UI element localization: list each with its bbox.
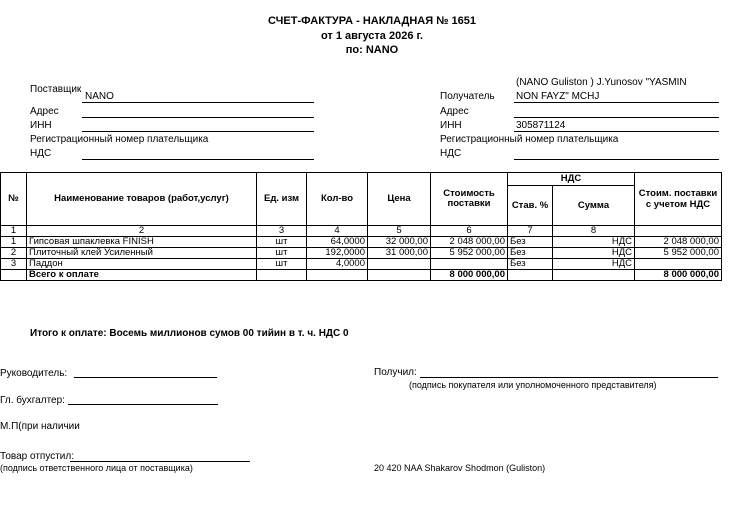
- invoice-date: от 1 августа 2026 г.: [320, 30, 424, 42]
- supplier-address-label: Адрес: [30, 106, 59, 117]
- row-qty: 192,0000: [307, 248, 368, 259]
- table-footer-row: [1, 270, 722, 281]
- row-price: [368, 259, 431, 270]
- row-name: Плиточный клей Усиленный: [27, 248, 257, 259]
- supplier-nds-line: [82, 159, 314, 160]
- col-header-price: Цена: [368, 173, 431, 226]
- recipient-line: [514, 102, 719, 103]
- recipient-value-line1: (NANO Guliston ) J.Yunosov "YASMIN: [516, 77, 687, 88]
- col-header-cost: Стоимость поставки: [431, 173, 508, 226]
- released-note: (подпись ответственного лица от поставщика): [0, 463, 193, 473]
- recipient-reg-label: Регистрационный номер плательщика: [440, 134, 619, 145]
- col-number: 6: [431, 226, 508, 237]
- row-unit: шт: [257, 248, 307, 259]
- row-sum: НДС: [553, 248, 635, 259]
- row-rate: Без: [508, 237, 553, 248]
- row-total: [635, 259, 722, 270]
- invoice-table: [0, 172, 722, 281]
- col-header-qty: Кол-во: [307, 173, 368, 226]
- row-price: 32 000,00: [368, 237, 431, 248]
- footer-note: 20 420 NAA Shakarov Shodmon (Guliston): [374, 463, 546, 473]
- col-number: 2: [27, 226, 257, 237]
- recipient-value-line2: NON FAYZ" MCHJ: [516, 91, 600, 102]
- row-qty: 64,0000: [307, 237, 368, 248]
- table-row: [1, 248, 722, 259]
- released-label: Товар отпустил:: [0, 451, 74, 462]
- recipient-inn-line: [514, 131, 719, 132]
- invoice-title: СЧЕТ-ФАКТУРА - НАКЛАДНАЯ № 1651: [268, 15, 476, 27]
- recipient-inn-value: 305871124: [516, 120, 566, 131]
- supplier-nds-label: НДС: [30, 148, 52, 159]
- col-header-unit: Ед. изм: [257, 173, 307, 226]
- row-price: 31 000,00: [368, 248, 431, 259]
- row-cost: 5 952 000,00: [431, 248, 508, 259]
- row-total: 5 952 000,00: [635, 248, 722, 259]
- footer-cost: 8 000 000,00: [431, 270, 508, 281]
- col-number: 5: [368, 226, 431, 237]
- supplier-label: Поставщик: [30, 84, 82, 95]
- col-number: 7: [508, 226, 553, 237]
- footer-total: 8 000 000,00: [635, 270, 722, 281]
- col-number: 1: [1, 226, 27, 237]
- recipient-inn-label: ИНН: [440, 120, 462, 131]
- row-no: 1: [1, 237, 27, 248]
- row-no: 2: [1, 248, 27, 259]
- col-header-nds: НДС: [508, 173, 635, 186]
- row-name: Паддон: [27, 259, 257, 270]
- col-number: 4: [307, 226, 368, 237]
- col-number: 3: [257, 226, 307, 237]
- row-sum: НДС: [553, 237, 635, 248]
- supplier-address-line: [82, 117, 314, 118]
- footer-label: Всего к оплате: [27, 270, 257, 281]
- supplier-inn-line: [82, 131, 314, 132]
- released-signature-line: [70, 461, 250, 462]
- table-row: [1, 237, 722, 248]
- row-name: Гипсовая шпаклевка FINISH: [27, 237, 257, 248]
- recipient-address-line: [514, 117, 719, 118]
- row-unit: шт: [257, 237, 307, 248]
- recipient-nds-line: [514, 159, 719, 160]
- col-header-total: Стоим. поставки с учетом НДС: [635, 173, 722, 226]
- row-unit: шт: [257, 259, 307, 270]
- director-signature-line: [74, 377, 217, 378]
- stamp-label: М.П(при наличии: [0, 421, 80, 432]
- received-note: (подпись покупателя или уполномоченного представителя): [409, 380, 657, 390]
- row-rate: Без: [508, 248, 553, 259]
- col-header-rate: Став. %: [508, 186, 553, 226]
- col-header-name: Наименование товаров (работ,услуг): [27, 173, 257, 226]
- invoice-basis: по: NANO: [345, 44, 399, 56]
- row-no: 3: [1, 259, 27, 270]
- col-header-sum: Сумма: [553, 186, 635, 226]
- col-header-no: №: [1, 173, 27, 226]
- supplier-value: NANO: [85, 91, 114, 102]
- received-label: Получил:: [374, 367, 417, 378]
- director-label: Руководитель:: [0, 368, 68, 379]
- recipient-address-label: Адрес: [440, 106, 469, 117]
- accountant-label: Гл. бухгалтер:: [0, 395, 65, 406]
- recipient-label: Получатель: [440, 91, 495, 102]
- received-signature-line: [420, 377, 718, 378]
- row-sum: НДС: [553, 259, 635, 270]
- accountant-signature-line: [68, 404, 218, 405]
- row-cost: [431, 259, 508, 270]
- row-cost: 2 048 000,00: [431, 237, 508, 248]
- supplier-reg-label: Регистрационный номер плательщика: [30, 134, 209, 145]
- row-qty: 4,0000: [307, 259, 368, 270]
- row-rate: Без: [508, 259, 553, 270]
- supplier-inn-label: ИНН: [30, 120, 52, 131]
- recipient-nds-label: НДС: [440, 148, 462, 159]
- total-summary: Итого к оплате: Восемь миллионов сумов 00 тийин в т. ч. НДС 0: [30, 328, 349, 339]
- col-number: 8: [553, 226, 635, 237]
- table-row: [1, 259, 722, 270]
- supplier-line: [82, 102, 314, 103]
- row-total: 2 048 000,00: [635, 237, 722, 248]
